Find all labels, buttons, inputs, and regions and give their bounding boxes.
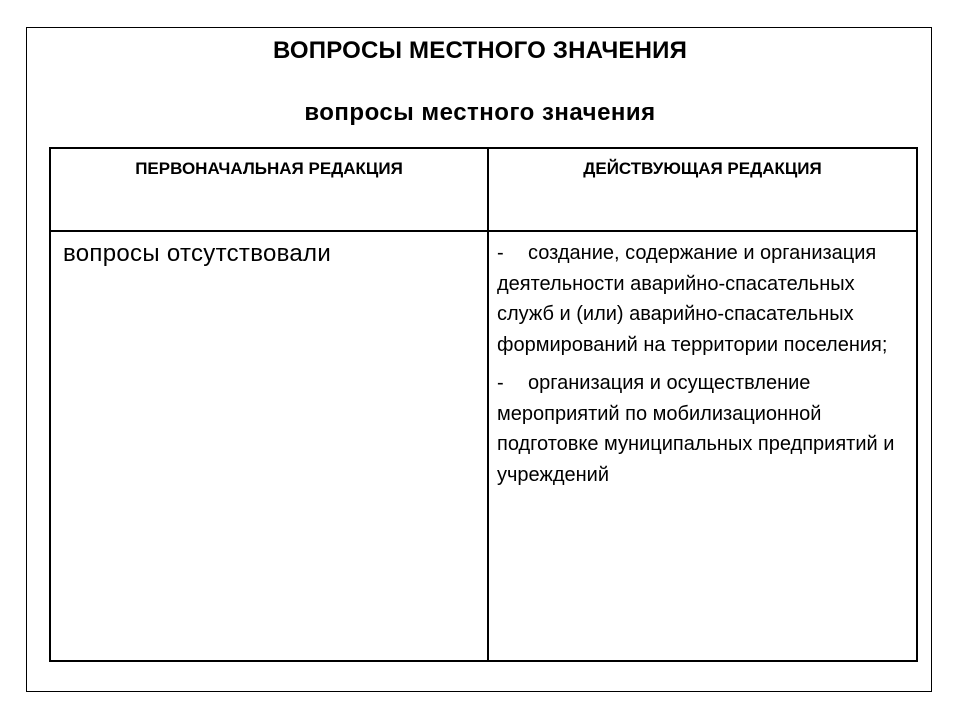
- list-item-marker: -: [497, 242, 504, 264]
- list-item: [497, 238, 908, 360]
- header-current-edition: [488, 148, 917, 231]
- slide-subtitle: вопросы местного значения: [304, 99, 656, 126]
- list-item: [497, 368, 908, 490]
- list-item-text: организация и осуществление мероприятий по мобилизационной подготовке муниципальных предприятий и учреждений: [497, 372, 895, 486]
- slide-title: ВОПРОСЫ МЕСТНОГО ЗНАЧЕНИЯ: [272, 37, 688, 64]
- list-item-marker: -: [497, 372, 504, 394]
- header-original-edition: [50, 148, 488, 231]
- header-current-edition-label: ДЕЙСТВУЮЩАЯ РЕДАКЦИЯ: [583, 159, 822, 178]
- table-row: [50, 231, 917, 661]
- header-original-edition-label: ПЕРВОНАЧАЛЬНАЯ РЕДАКЦИЯ: [135, 159, 403, 178]
- list-item-text: создание, содержание и организация деятельности аварийно-спасательных служб и (или) аварийно-спасательных формирований на территории поселения;: [497, 242, 888, 356]
- current-edition-cell: [488, 231, 917, 661]
- original-edition-cell: [50, 231, 488, 661]
- original-edition-text: вопросы отсутствовали: [63, 240, 332, 267]
- comparison-table: [49, 147, 918, 662]
- table-header-row: [50, 148, 917, 231]
